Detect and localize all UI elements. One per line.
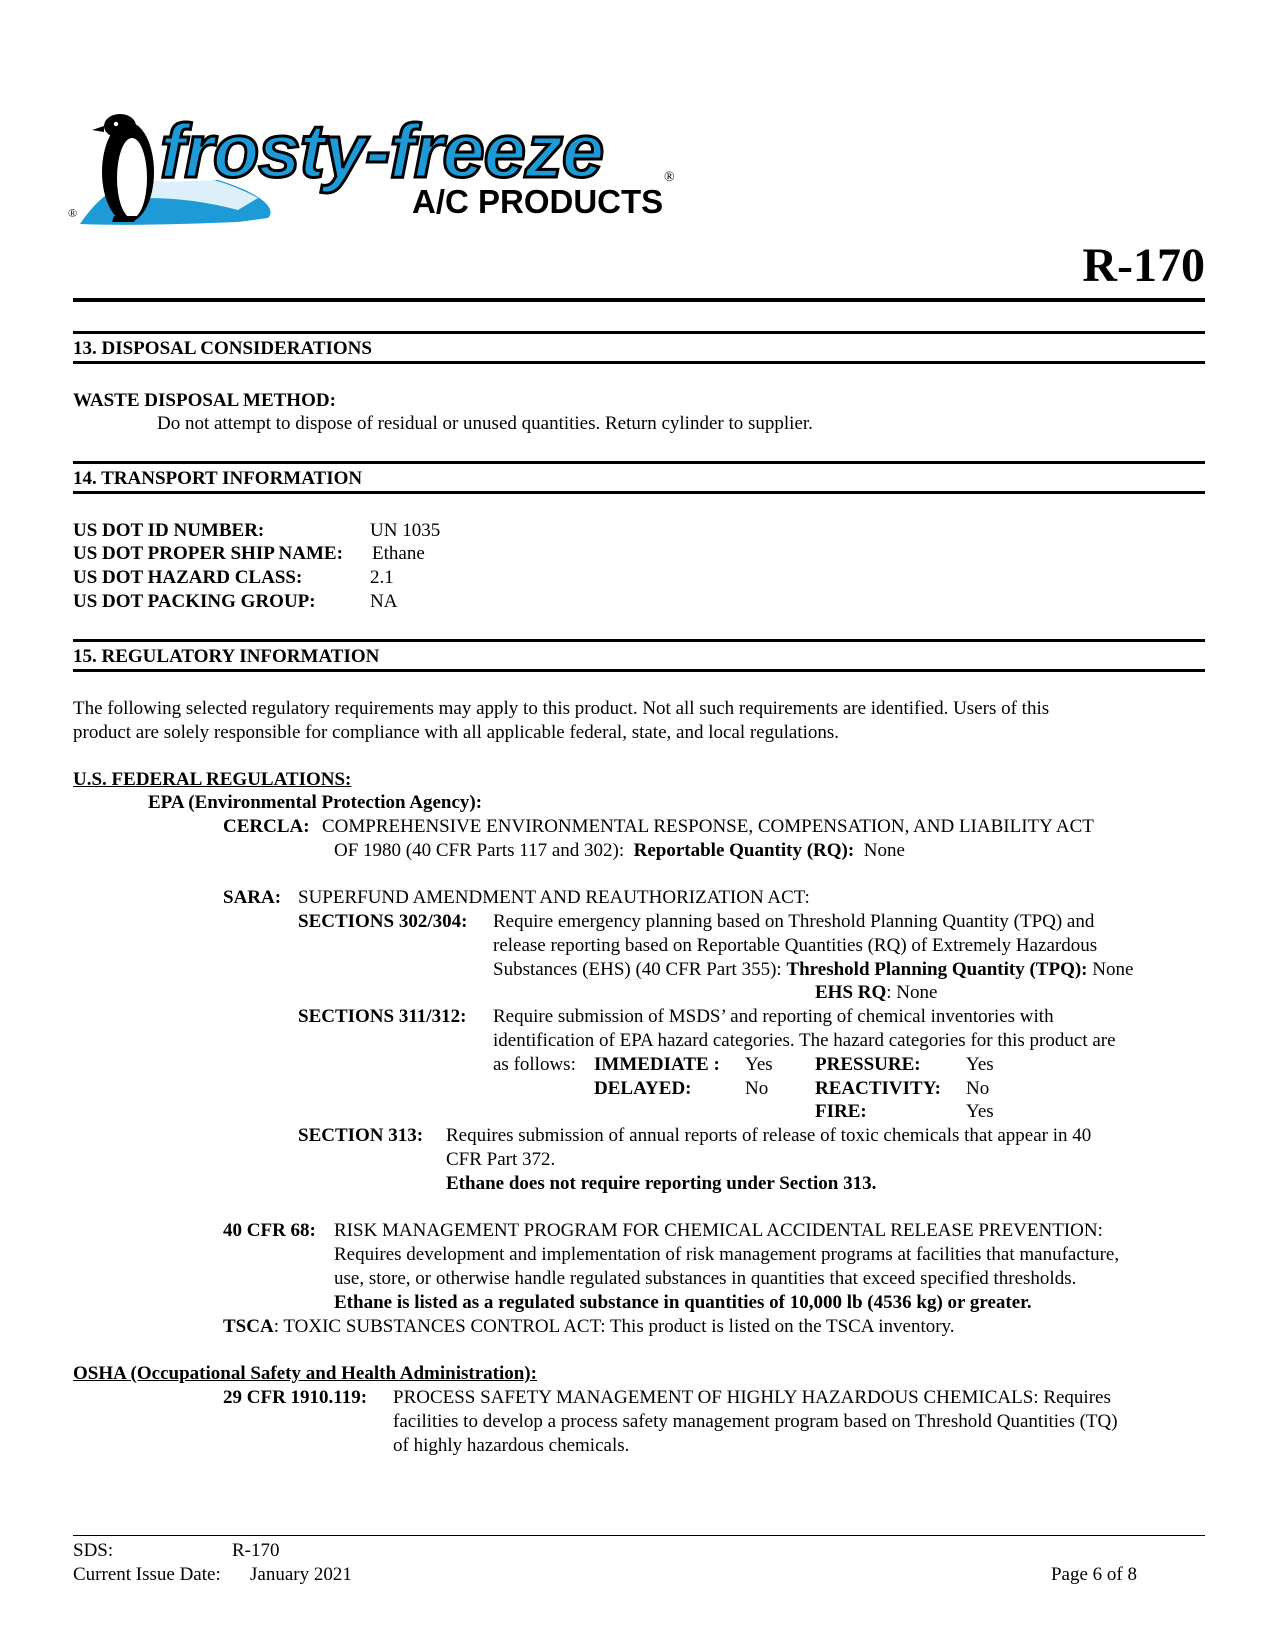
section15-top-rule — [73, 639, 1205, 642]
federal-regulations-heading: U.S. FEDERAL REGULATIONS: — [73, 769, 352, 790]
delayed-label: DELAYED: — [594, 1078, 692, 1099]
section-313-text: CFR Part 372. — [446, 1149, 556, 1170]
epa-heading: EPA (Environmental Protection Agency): — [148, 792, 483, 813]
tpq-value: None — [1092, 959, 1134, 980]
brand-subtitle: A/C PRODUCTS — [412, 183, 664, 220]
section13-top-rule — [73, 331, 1205, 334]
section13-bottom-rule — [73, 361, 1205, 364]
reactivity-value: No — [966, 1078, 990, 1099]
fire-value: Yes — [966, 1101, 994, 1122]
section-313-text: Requires submission of annual reports of release of toxic chemicals that appear in 40 — [446, 1125, 1092, 1146]
header-rule — [73, 298, 1205, 302]
section15-bottom-rule — [73, 669, 1205, 672]
section14-top-rule — [73, 461, 1205, 464]
cercla-text-part: OF 1980 (40 CFR Parts 117 and 302): — [334, 840, 625, 861]
cercla-text — [334, 839, 905, 862]
section-313-label: SECTION 313: — [298, 1125, 424, 1146]
product-code: R-170 — [1082, 239, 1205, 292]
transport-label: US DOT PROPER SHIP NAME: — [73, 543, 343, 564]
rq-value: None — [863, 840, 905, 861]
regulatory-intro: product are solely responsible for compliance with all applicable federal, state, and local regulations. — [73, 722, 840, 743]
footer-rule — [73, 1535, 1205, 1536]
transport-label: US DOT ID NUMBER: — [73, 520, 265, 541]
fire-label: FIRE: — [815, 1101, 867, 1122]
osha-text: of highly hazardous chemicals. — [393, 1435, 630, 1456]
transport-value: NA — [370, 591, 398, 612]
sections-311-label: SECTIONS 311/312: — [298, 1006, 467, 1027]
cfr68-text: use, store, or otherwise handle regulated substances in quantities that exceed specified thresholds. — [334, 1268, 1077, 1289]
ehs-rq-label: EHS RQ — [815, 982, 887, 1003]
ehs-rq — [815, 981, 937, 1004]
tpq-label: Threshold Planning Quantity (TPQ): — [786, 959, 1088, 980]
waste-disposal-label: WASTE DISPOSAL METHOD: — [73, 390, 336, 411]
transport-label: US DOT PACKING GROUP: — [73, 591, 316, 612]
sections-311-text: Require submission of MSDS’ and reporting of chemical inventories with — [493, 1006, 1054, 1027]
rq-label: Reportable Quantity (RQ): — [633, 840, 855, 861]
sara-label: SARA: — [223, 887, 282, 908]
logo — [68, 109, 708, 234]
sections-311-text: identification of EPA hazard categories. The hazard categories for this product are — [493, 1030, 1116, 1051]
transport-value: Ethane — [372, 543, 425, 564]
section14-bottom-rule — [73, 491, 1205, 494]
section-313-note: Ethane does not require reporting under Section 313. — [446, 1173, 877, 1194]
sections-302-label: SECTIONS 302/304: — [298, 911, 468, 932]
cfr68-text: Requires development and implementation of risk management programs at facilities that manufacture, — [334, 1244, 1120, 1265]
transport-value: UN 1035 — [370, 520, 441, 541]
sections-302-text-part: Substances (EHS) (40 CFR Part 355): — [493, 959, 782, 980]
sections-302-text: Require emergency planning based on Threshold Planning Quantity (TPQ) and — [493, 911, 1095, 932]
cercla-label: CERCLA: — [223, 816, 310, 837]
section14-heading: 14. TRANSPORT INFORMATION — [73, 468, 363, 489]
footer-page-number: Page 6 of 8 — [1050, 1564, 1137, 1585]
osha-text: PROCESS SAFETY MANAGEMENT OF HIGHLY HAZARDOUS CHEMICALS: Requires — [393, 1387, 1111, 1408]
section15-heading: 15. REGULATORY INFORMATION — [73, 646, 380, 667]
sections-302-text — [493, 958, 1133, 981]
tsca — [223, 1315, 955, 1338]
sections-302-text: release reporting based on Reportable Quantities (RQ) of Extremely Hazardous — [493, 935, 1098, 956]
immediate-label: IMMEDIATE : — [594, 1054, 720, 1075]
cfr68-note: Ethane is listed as a regulated substance in quantities of 10,000 lb (4536 kg) or greater. — [334, 1292, 1032, 1313]
waste-disposal-text: Do not attempt to dispose of residual or unused quantities. Return cylinder to supplier. — [157, 413, 813, 434]
transport-label: US DOT HAZARD CLASS: — [73, 567, 303, 588]
delayed-value: No — [745, 1078, 769, 1099]
ehs-rq-value: : None — [886, 982, 938, 1003]
pressure-value: Yes — [966, 1054, 994, 1075]
tsca-text: : TOXIC SUBSTANCES CONTROL ACT: This product is listed on the TSCA inventory. — [273, 1316, 955, 1337]
reactivity-label: REACTIVITY: — [815, 1078, 941, 1099]
osha-heading: OSHA (Occupational Safety and Health Administration): — [73, 1363, 537, 1384]
section13-heading: 13. DISPOSAL CONSIDERATIONS — [73, 338, 372, 359]
cfr68-text: RISK MANAGEMENT PROGRAM FOR CHEMICAL ACCIDENTAL RELEASE PREVENTION: — [334, 1220, 1103, 1241]
osha-text: facilities to develop a process safety management program based on Threshold Quantities (TQ) — [393, 1411, 1118, 1432]
transport-value: 2.1 — [370, 567, 394, 588]
pressure-label: PRESSURE: — [815, 1054, 921, 1075]
cercla-text: COMPREHENSIVE ENVIRONMENTAL RESPONSE, COMPENSATION, AND LIABILITY ACT — [322, 816, 1094, 837]
as-follows: as follows: — [493, 1054, 576, 1075]
registered-mark-sub: ® — [664, 170, 675, 185]
sara-title: SUPERFUND AMENDMENT AND REAUTHORIZATION ACT: — [298, 887, 810, 908]
registered-mark-penguin: ® — [68, 206, 78, 220]
regulatory-intro: The following selected regulatory requirements may apply to this product. Not all such requirements are identified. Users of this — [73, 698, 1050, 719]
brand-wordmark: frosty-freeze — [160, 109, 604, 194]
immediate-value: Yes — [745, 1054, 773, 1075]
tsca-label: TSCA — [223, 1316, 274, 1337]
osha-label: 29 CFR 1910.119: — [223, 1387, 368, 1408]
footer-issue-value: January 2021 — [250, 1564, 352, 1585]
footer-issue-label: Current Issue Date: — [73, 1564, 221, 1585]
cfr68-label: 40 CFR 68: — [223, 1220, 316, 1241]
footer-sds-value: R-170 — [232, 1540, 280, 1561]
footer-sds-label: SDS: — [73, 1540, 114, 1561]
